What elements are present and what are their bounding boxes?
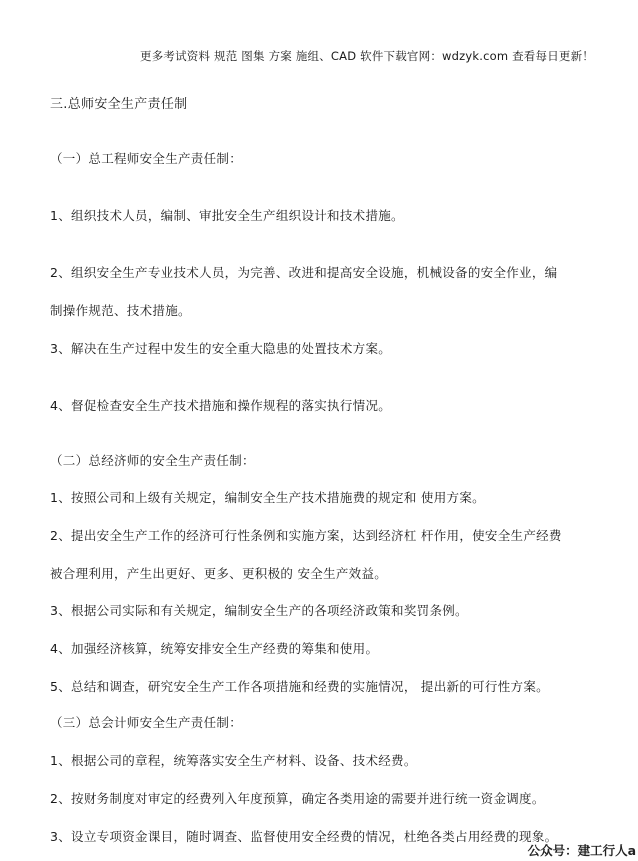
paragraph-line: 制操作规范、技术措施。 [50,303,191,318]
paragraph-line: 1、组织技术人员，编制、审批安全生产组织设计和技术措施。 [50,208,404,223]
paragraph-line: 被合理利用，产生出更好、更多、更积极的 安全生产效益。 [50,566,388,581]
paragraph-line: 4、督促检查安全生产技术措施和操作规程的落实执行情况。 [50,398,392,413]
paragraph-line: 4、加强经济核算，统筹安排安全生产经费的筹集和使用。 [50,641,379,656]
paragraph-line: 2、提出安全生产工作的经济可行性条例和实施方案，达到经济杠 杆作用，使安全生产经费 [50,528,562,543]
section-heading-chief-accountant: （三）总会计师安全生产责任制： [50,715,243,730]
paragraph-line: 5、总结和调查，研究安全生产工作各项措施和经费的实施情况， 提出新的可行性方案。 [50,679,549,694]
paragraph-line: 3、设立专项资金课目，随时调查、监督使用安全经费的情况，杜绝各类占用经费的现象。 [50,829,558,844]
section-heading-chief-engineer: （一）总工程师安全生产责任制： [50,151,243,166]
wechat-account-watermark: 公众号：建工行人a [527,843,636,858]
section-heading-chief-economist: （二）总经济师的安全生产责任制： [50,453,255,468]
paragraph-line: 2、按财务制度对审定的经费列入年度预算，确定各类用途的需要并进行统一资金调度。 [50,791,545,806]
paragraph-line: 3、根据公司实际和有关规定，编制安全生产的各项经济政策和奖罚条例。 [50,603,468,618]
document-title: 三.总师安全生产责任制 [50,97,188,112]
site-header-notice: 更多考试资料 规范 图集 方案 施组、CAD 软件下载官网：wdzyk.com 查看每日更新！ [140,49,595,63]
paragraph-line: 1、按照公司和上级有关规定，编制安全生产技术措施费的规定和 使用方案。 [50,490,485,505]
paragraph-line: 3、解决在生产过程中发生的安全重大隐患的处置技术方案。 [50,341,392,356]
paragraph-line: 2、组织安全生产专业技术人员，为完善、改进和提高安全设施，机械设备的安全作业，编 [50,265,558,280]
paragraph-line: 1、根据公司的章程，统筹落实安全生产材料、设备、技术经费。 [50,753,417,768]
